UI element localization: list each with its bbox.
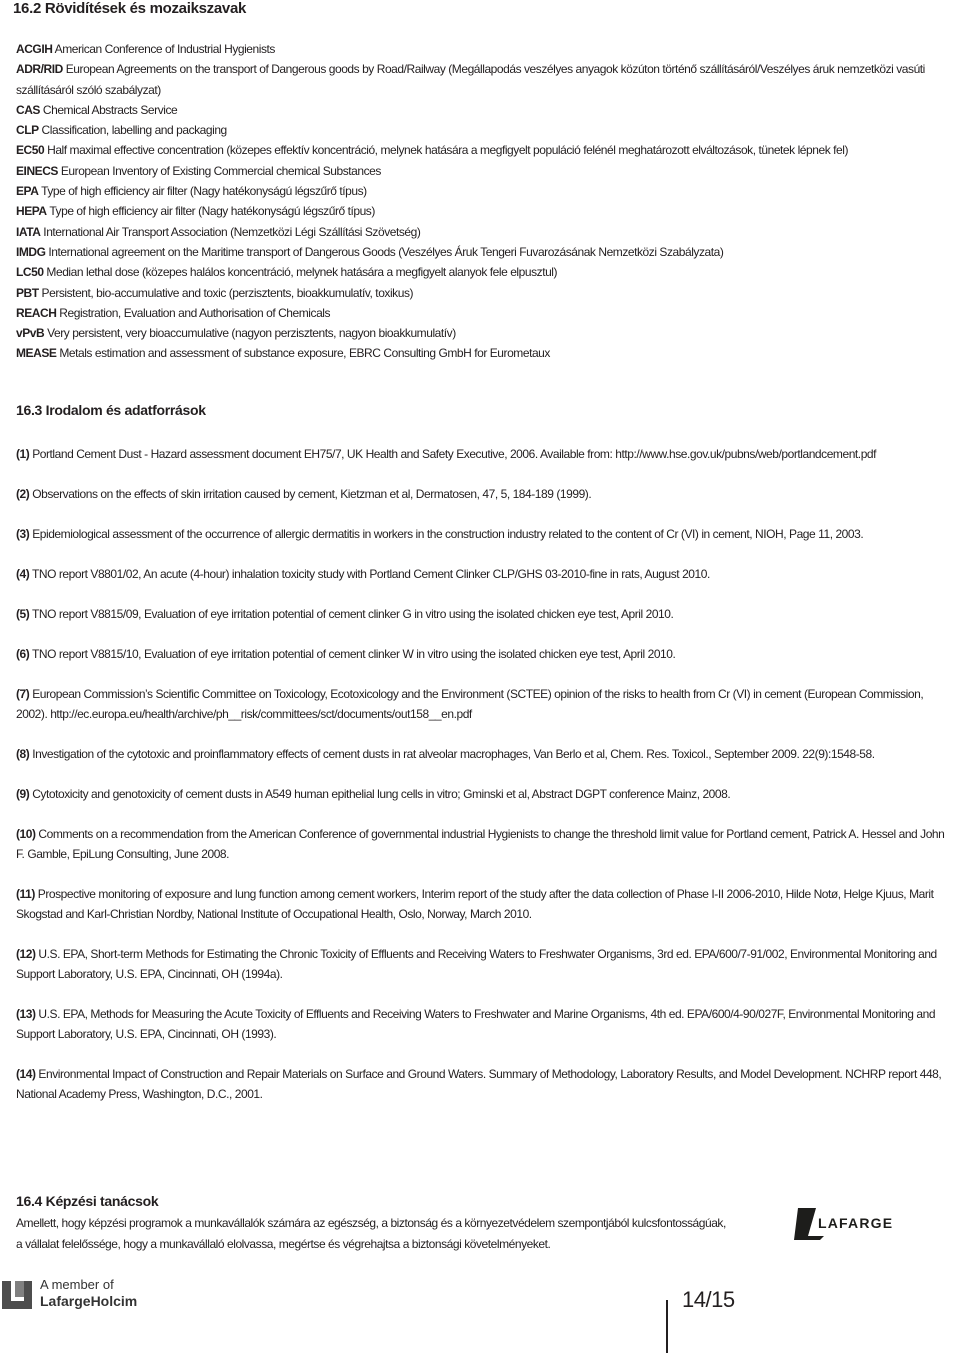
reference-entry [16, 784, 946, 804]
abbreviation-entry [16, 161, 946, 181]
abbreviation-term: EPA [16, 184, 39, 199]
reference-text: U.S. EPA, Short-term Methods for Estimating the Chronic Toxicity of Effluents and Receiving Waters to Freshwater Organisms, 3rd ed. EPA/600/7-91/002, Environmental Monitoring and Support Laboratory, U.S. EPA, Cincinnati, OH (1994a). [16, 947, 937, 981]
abbreviation-entry [16, 39, 946, 59]
abbreviation-term: LC50 [16, 265, 44, 280]
abbreviation-definition: European Agreements on the transport of Dangerous goods by Road/Railway (Megállapodás veszélyes anyagok közúton történő szállításáról/Veszélyes áruk nemzetközi vasúti szállításáról szóló szabályzat) [16, 62, 925, 97]
reference-entry [16, 824, 946, 864]
abbreviation-definition: Chemical Abstracts Service [40, 102, 178, 117]
reference-entry [16, 1064, 946, 1104]
reference-text: European Commission’s Scientific Committee on Toxicology, Ecotoxicology and the Environment (SCTEE) opinion of the risks to health from Cr (VI) in cement (European Commission, 2002). http://ec.europa.eu/health/archive/ph__risk/committees/sct/documents/out158__en.pdf [16, 687, 924, 721]
abbreviations-list [16, 39, 946, 364]
section-title-references: 16.3 Irodalom és adatforrások [16, 402, 206, 418]
reference-text: Comments on a recommendation from the American Conference of governmental industrial Hygienists to change the threshold limit value for Portland cement, Patrick A. Hessel and John F. Gamble, EpiLung Consulting, June 2008. [16, 827, 945, 861]
abbreviation-term: EC50 [16, 143, 45, 158]
abbreviation-entry [16, 323, 946, 343]
reference-text: Portland Cement Dust - Hazard assessment document EH75/7, UK Health and Safety Executive, 2006. Available from: http://www.hse.gov.uk/pubns/web/portlandcement.pdf [29, 447, 877, 461]
abbreviation-definition: Type of high efficiency air filter (Nagy hatékonyságú légszűrő típus) [46, 204, 375, 219]
training-line-2: a vállalat felelőssége, hogy a munkavállaló elolvassa, megértse és végrehajtsa a biztonsági követelményeket. [16, 1237, 551, 1251]
abbreviation-entry [16, 283, 946, 303]
reference-entry [16, 684, 946, 724]
lafargeholcim-wordmark: LafargeHolcim [40, 1293, 138, 1309]
abbreviation-definition: Median lethal dose (közepes halálos koncentráció, melynek hatására a megfigyelt alanyok fele elpusztul) [43, 265, 558, 280]
reference-entry [16, 564, 946, 584]
abbreviation-term: HEPA [16, 204, 47, 219]
reference-number: (2) [16, 487, 30, 501]
reference-entry [16, 524, 946, 544]
abbreviation-definition: Registration, Evaluation and Authorisation of Chemicals [56, 305, 331, 320]
abbreviation-entry [16, 140, 946, 160]
abbreviation-term: CAS [16, 102, 40, 117]
training-line-1: Amellett, hogy képzési programok a munkavállalók számára az egészség, a biztonság és a környezetvédelem szempontjából kulcsfontosságúak, [16, 1216, 726, 1230]
reference-text: TNO report V8815/09, Evaluation of eye irritation potential of cement clinker G in vitro using the isolated chicken eye test, April 2010. [29, 607, 674, 621]
abbreviation-entry [16, 303, 946, 323]
reference-entry [16, 484, 946, 504]
reference-entry [16, 444, 946, 464]
abbreviation-term: ADR/RID [16, 62, 63, 77]
abbreviation-entry [16, 181, 946, 201]
reference-text: TNO report V8815/10, Evaluation of eye irritation potential of cement clinker W in vitro using the isolated chicken eye test, April 2010. [29, 647, 676, 661]
reference-entry [16, 884, 946, 924]
section-title-abbreviations: 16.2 Rövidítések és mozaikszavak [13, 0, 247, 17]
abbreviation-term: PBT [16, 285, 39, 300]
abbreviation-term: CLP [16, 123, 39, 138]
abbreviation-term: REACH [16, 305, 57, 320]
abbreviation-definition: Metals estimation and assessment of substance exposure, EBRC Consulting GmbH for Eurometaux [56, 346, 550, 361]
reference-number: (13) [16, 1007, 36, 1021]
references-list [16, 444, 946, 1124]
footer-divider [666, 1300, 668, 1353]
abbreviation-entry [16, 262, 946, 282]
reference-entry [16, 1004, 946, 1044]
training-text [16, 1213, 776, 1255]
reference-number: (11) [16, 887, 35, 901]
reference-entry [16, 644, 946, 664]
reference-text: Prospective monitoring of exposure and lung function among cement workers, Interim report of the study after the data collection of Phase I-II 2006-2010, Hilde Notø, Helge Kjuus, Marit Skogstad and Karl-Christian Nordby, National Institute of Occupational Health, Oslo, Norway, March 2010. [16, 887, 934, 921]
lafargeholcim-logo [2, 1277, 162, 1311]
abbreviation-entry [16, 343, 946, 363]
abbreviation-entry [16, 59, 946, 100]
abbreviation-term: MEASE [16, 346, 57, 361]
reference-number: (8) [16, 747, 30, 761]
abbreviation-definition: American Conference of Industrial Hygienists [52, 42, 275, 56]
reference-text: TNO report V8801/02, An acute (4-hour) inhalation toxicity study with Portland Cement Clinker CLP/GHS 03-2010-fine in rats, August 2010. [29, 567, 710, 581]
abbreviation-definition: Type of high efficiency air filter (Nagy hatékonyságú légszűrő típus) [38, 184, 367, 199]
reference-number: (5) [16, 607, 30, 621]
reference-text: Observations on the effects of skin irritation caused by cement, Kietzman et al, Dermatosen, 47, 5, 184-189 (1999). [29, 487, 592, 501]
abbreviation-term: vPvB [16, 326, 45, 341]
abbreviation-definition: International agreement on the Maritime transport of Dangerous Goods (Veszélyes Áruk Tengeri Fuvarozásának Nemzetközi Szabályzata) [45, 244, 724, 259]
reference-number: (12) [16, 947, 36, 961]
reference-entry [16, 604, 946, 624]
reference-number: (4) [16, 567, 30, 581]
reference-number: (7) [16, 687, 30, 701]
reference-number: (14) [16, 1067, 36, 1081]
reference-text: Investigation of the cytotoxic and proinflammatory effects of cement dusts in rat alveolar macrophages, Van Berlo et al, Chem. Res. Toxicol., September 2009. 22(9):1548-58. [29, 747, 875, 761]
abbreviation-term: EINECS [16, 163, 58, 178]
abbreviation-definition: Half maximal effective concentration (közepes effektív koncentráció, melynek hatására a megfigyelt populáció felénél meghatározott elváltozások, tünetek lépnek fel) [44, 143, 849, 158]
reference-entry [16, 744, 946, 764]
reference-number: (10) [16, 827, 36, 841]
abbreviation-term: ACGIH [16, 42, 53, 56]
lafarge-wordmark: LAFARGE [818, 1215, 894, 1231]
abbreviation-entry [16, 100, 946, 120]
reference-text: U.S. EPA, Methods for Measuring the Acute Toxicity of Effluents and Receiving Waters to Freshwater and Marine Organisms, 4th ed. EPA/600/4-90/027F, Environmental Monitoring and Support Laboratory, U.S. EPA, Cincinnati, OH (1993). [16, 1007, 936, 1041]
page-number: 14/15 [682, 1287, 735, 1312]
abbreviation-definition: Classification, labelling and packaging [38, 123, 227, 138]
reference-number: (6) [16, 647, 30, 661]
abbreviation-entry [16, 120, 946, 140]
reference-number: (1) [16, 447, 30, 461]
member-of-label: A member of [40, 1277, 114, 1292]
reference-text: Environmental Impact of Construction and Repair Materials on Surface and Ground Waters. Summary of Methodology, Laboratory Results, and Model Development. NCHRP report 448, National Academy Press, Washington, D.C., 2001. [16, 1067, 942, 1101]
lafargeholcim-mark-icon [2, 1279, 36, 1311]
abbreviation-definition: Persistent, bio-accumulative and toxic (perzisztents, bioakkumulatív, toxikus) [38, 285, 414, 300]
abbreviation-entry [16, 222, 946, 242]
lafarge-logo [794, 1206, 926, 1242]
reference-text: Epidemiological assessment of the occurrence of allergic dermatitis in workers in the construction industry related to the content of Cr (VI) in cement, NIOH, Page 11, 2003. [29, 527, 864, 541]
reference-number: (3) [16, 527, 30, 541]
reference-number: (9) [16, 787, 30, 801]
section-title-training: 16.4 Képzési tanácsok [16, 1193, 159, 1209]
abbreviation-definition: International Air Transport Association (Nemzetközi Légi Szállítási Szövetség) [40, 224, 421, 239]
abbreviation-entry [16, 242, 946, 262]
abbreviation-definition: Very persistent, very bioaccumulative (nagyon perzisztents, nagyon bioakkumulatív) [44, 326, 456, 341]
abbreviation-definition: European Inventory of Existing Commercial chemical Substances [57, 163, 381, 178]
abbreviation-term: IATA [16, 224, 41, 239]
abbreviation-term: IMDG [16, 244, 46, 259]
abbreviation-entry [16, 201, 946, 221]
reference-entry [16, 944, 946, 984]
reference-text: Cytotoxicity and genotoxicity of cement dusts in A549 human epithelial lung cells in vitro; Gminski et al, Abstract DGPT conference Mainz, 2008. [29, 787, 731, 801]
